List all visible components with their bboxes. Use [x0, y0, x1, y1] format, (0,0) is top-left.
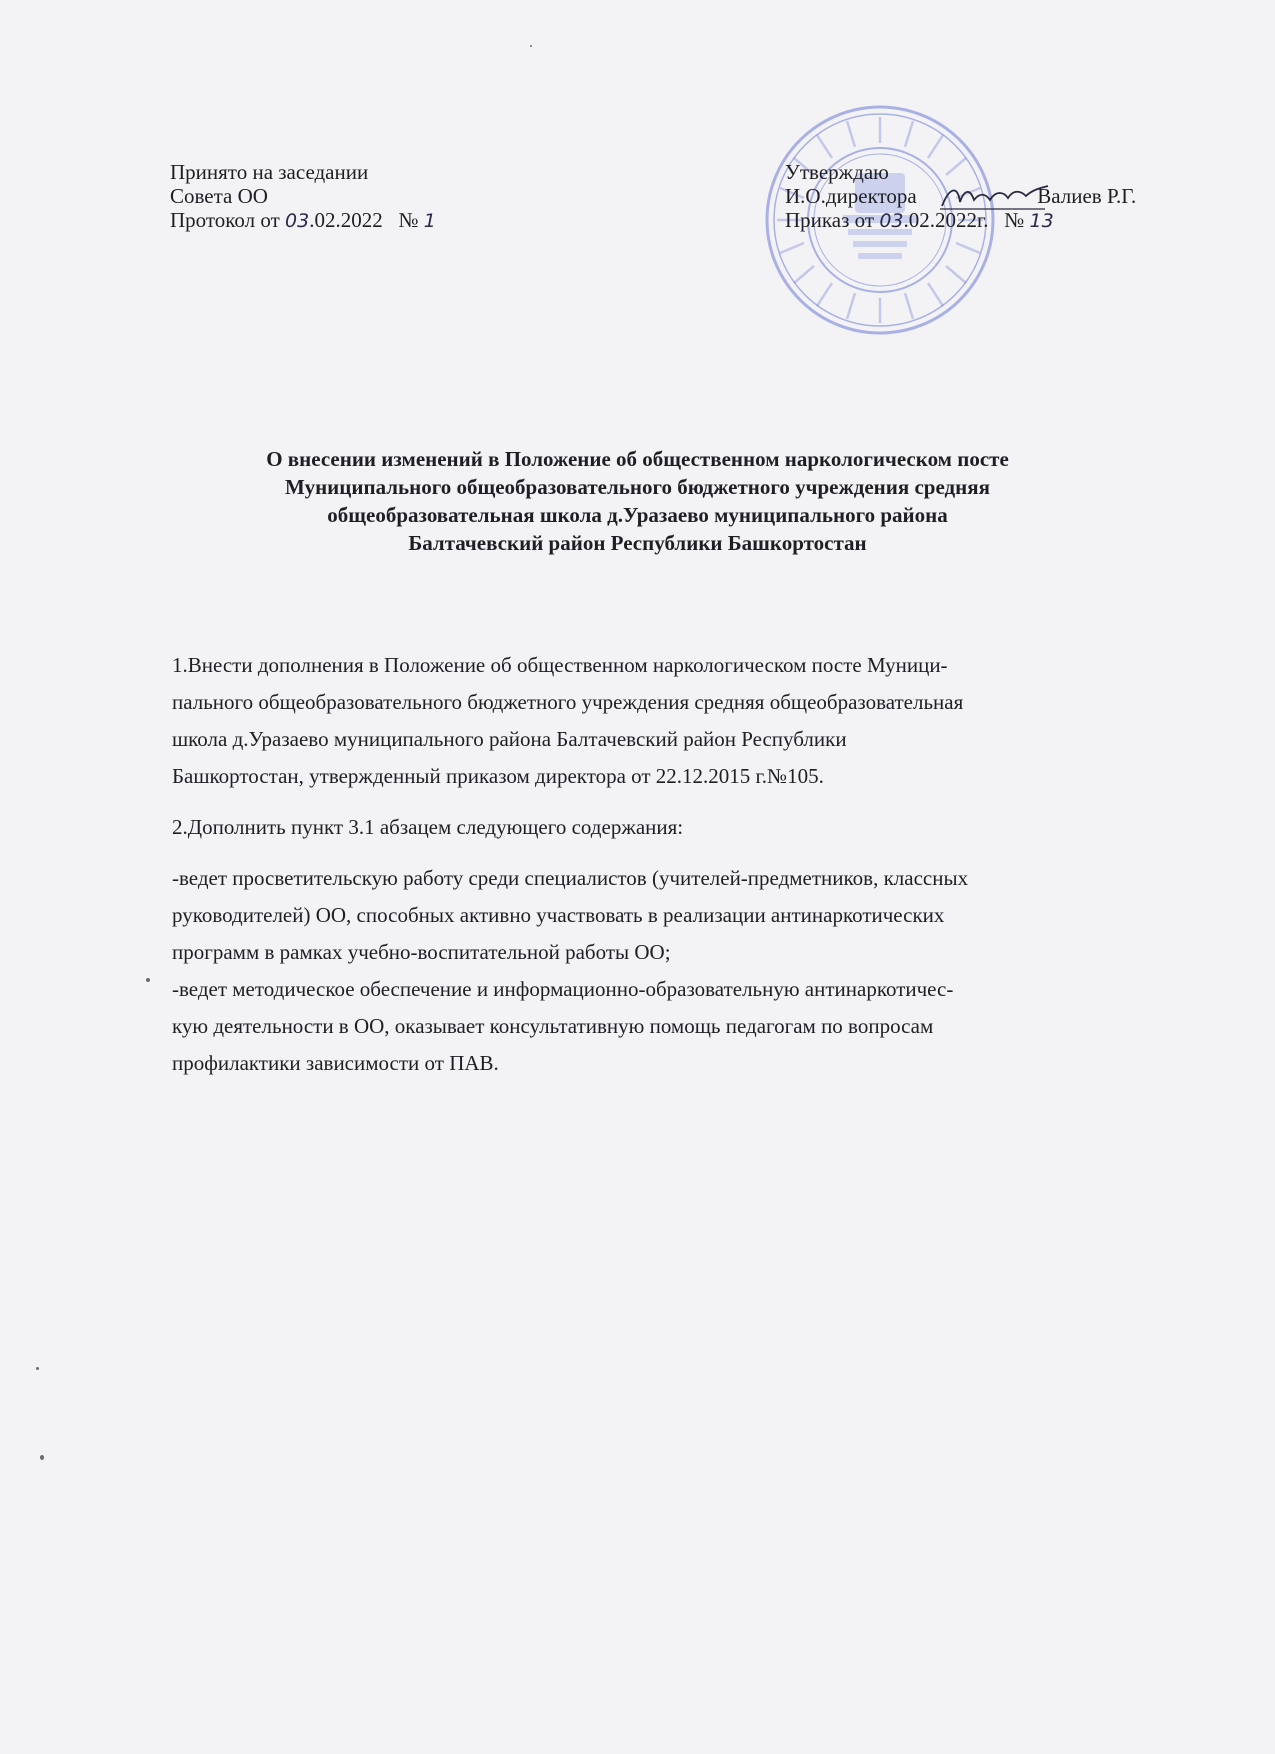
approval-line-1: Принято на заседании: [170, 160, 369, 184]
director-label: И.О.директора: [785, 184, 917, 208]
order-number: 13: [1029, 210, 1054, 232]
scan-speck: [40, 1455, 44, 1460]
paragraph-line: -ведет просветительскую работу среди специалистов (учителей-предметников, классных: [172, 866, 969, 890]
title-line-1: О внесении изменений в Положение об общественном наркологическом посте: [266, 447, 1009, 471]
paragraph-line: кую деятельности в ОО, оказывает консультативную помощь педагогам по вопросам: [172, 1014, 934, 1038]
title-line-3: общеобразовательная школа д.Уразаево муниципального района: [327, 503, 948, 527]
paragraph-1: [172, 647, 1152, 795]
paragraph-line: -ведет методическое обеспечение и информационно-образовательную антинаркотичес-: [172, 977, 954, 1001]
protocol-date: .02.2022: [309, 208, 383, 232]
scan-speck: [530, 45, 532, 47]
protocol-label: Протокол от: [170, 208, 280, 232]
protocol-number-sign: №: [398, 208, 419, 232]
paragraph-line: Башкортостан, утвержденный приказом директора от 22.12.2015 г.№105.: [172, 764, 824, 788]
paragraph-2: 2.Дополнить пункт 3.1 абзацем следующего содержания:: [172, 815, 684, 839]
paragraph-line: руководителей) ОО, способных активно участвовать в реализации антинаркотических: [172, 903, 945, 927]
director-line: [785, 184, 1136, 208]
title-line-2: Муниципального общеобразовательного бюджетного учреждения средняя: [285, 475, 990, 499]
title-line-4: Балтачевский район Республики Башкортостан: [408, 531, 867, 555]
protocol-number: 1: [423, 210, 436, 232]
protocol-line: [170, 208, 436, 233]
scan-speck: [36, 1367, 39, 1370]
approval-block: [170, 160, 436, 233]
order-number-sign: №: [1004, 208, 1025, 232]
paragraph-line: профилактики зависимости от ПАВ.: [172, 1051, 499, 1075]
document-body: [172, 647, 1152, 1082]
director-name: Валиев Р.Г.: [1037, 184, 1137, 208]
protocol-day: 03: [285, 210, 310, 232]
paragraph-line: школа д.Уразаево муниципального района Балтачевский район Республики: [172, 727, 847, 751]
paragraph-4: [172, 971, 1152, 1082]
document-title: [150, 445, 1125, 557]
scan-speck: [146, 978, 150, 982]
order-line: [785, 208, 1136, 233]
confirm-line-1: Утверждаю: [785, 160, 889, 184]
paragraph-3: [172, 860, 1152, 971]
order-day: 03: [879, 210, 904, 232]
order-label: Приказ от: [785, 208, 875, 232]
order-date: .02.2022г.: [903, 208, 989, 232]
approval-line-2: Совета ОО: [170, 184, 268, 208]
confirmation-block: [785, 160, 1136, 233]
paragraph-line: программ в рамках учебно-воспитательной работы ОО;: [172, 940, 671, 964]
paragraph-line: 1.Внести дополнения в Положение об общественном наркологическом посте Муници-: [172, 653, 948, 677]
paragraph-line: пального общеобразовательного бюджетного учреждения средняя общеобразовательная: [172, 690, 964, 714]
